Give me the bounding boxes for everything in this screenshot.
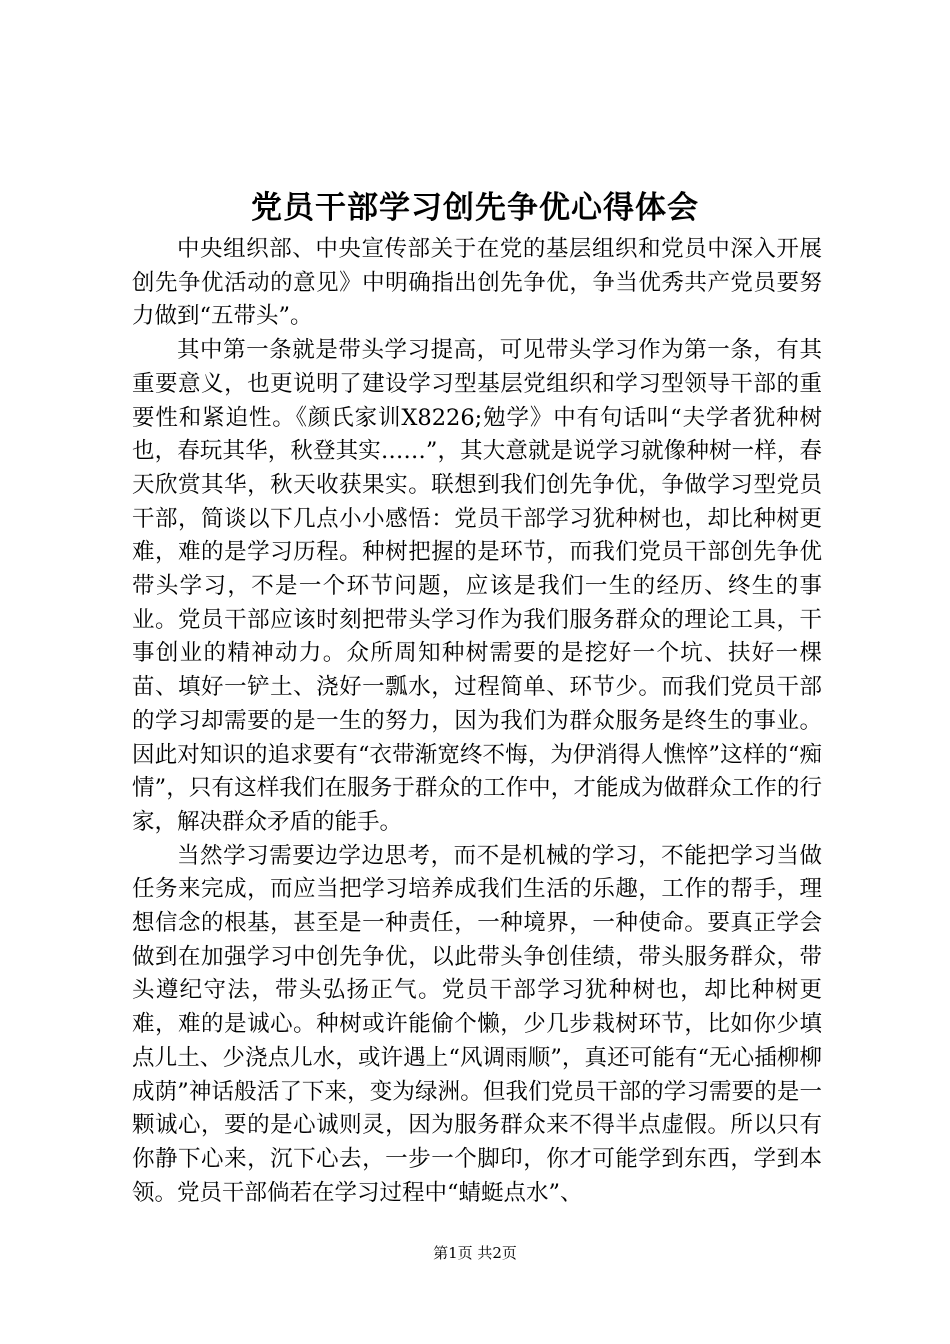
paragraph-2: 其中第一条就是带头学习提高，可见带头学习作为第一条，有其重要意义，也更说明了建设学习型基层党组织和学习型领导干部的重要性和紧迫性。《颜氏家训X8226;勉学》中有句话叫“夫学者犹种树也，春玩其华，秋登其实……”，其大意就是说学习就像种树一样，春天欣赏其华，秋天收获果实。联想到我们创先争优，争做学习型党员干部，简谈以下几点小小感悟：党员干部学习犹种树也，却比种树更难，难的是学习历程。种树把握的是环节，而我们党员干部创先争优带头学习，不是一个环节问题，应该是我们一生的经历、终生的事业。党员干部应该时刻把带头学习作为我们服务群众的理论工具，干事创业的精神动力。众所周知种树需要的是挖好一个坑、扶好一棵苗、填好一铲土、浇好一瓢水，过程简单、环节少。而我们党员干部的学习却需要的是一生的努力，因为我们为群众服务是终生的事业。因此对知识的追求要有“衣带渐宽终不悔，为伊消得人憔悴”这样的“痴情”，只有这样我们在服务于群众的工作中，才能成为做群众工作的行家，解决群众矛盾的能手。 <box>132 337 822 835</box>
document-body <box>132 233 822 1210</box>
page-title: 党员干部学习创先争优心得体会 <box>251 190 699 226</box>
page-number-footer: 第1页 共2页 <box>433 1244 517 1262</box>
paragraph-3: 当然学习需要边学边思考，而不是机械的学习，不能把学习当做任务来完成，而应当把学习培养成我们生活的乐趣，工作的帮手，理想信念的根基，甚至是一种责任，一种境界，一种使命。要真正学会做到在加强学习中创先争优，以此带头争创佳绩，带头服务群众，带头遵纪守法，带头弘扬正气。党员干部学习犹种树也，却比种树更难，难的是诚心。种树或许能偷个懒，少几步栽树环节，比如你少填点儿土、少浇点儿水，或许遇上“风调雨顺”，真还可能有“无心插柳柳成荫”神话般活了下来，变为绿洲。但我们党员干部的学习需要的是一颗诚心，要的是心诚则灵，因为服务群众来不得半点虚假。所以只有你静下心来，沉下心去，一步一个脚印，你才可能学到东西，学到本领。党员干部倘若在学习过程中“蜻蜓点水”、 <box>132 842 822 1206</box>
paragraph-1: 中央组织部、中央宣传部关于在党的基层组织和党员中深入开展创先争优活动的意见》中明确指出创先争优，争当优秀共产党员要努力做到“五带头”。 <box>132 236 822 330</box>
